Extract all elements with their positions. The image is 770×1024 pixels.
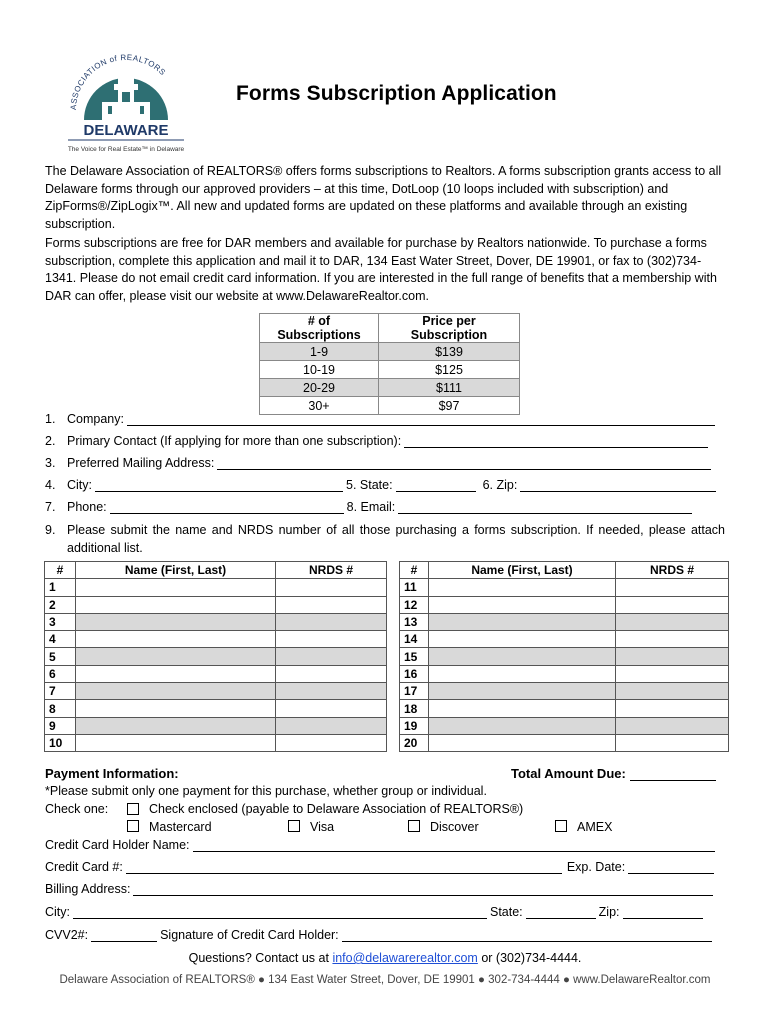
- nrds-cell[interactable]: [616, 648, 729, 665]
- row-number: 12: [400, 596, 429, 613]
- col-header-nrds: NRDS #: [276, 562, 387, 579]
- card-number-label: Credit Card #:: [45, 860, 123, 874]
- email-input[interactable]: [398, 500, 692, 514]
- primary-contact-field-row: [45, 434, 711, 448]
- mailing-address-label: Preferred Mailing Address:: [67, 456, 215, 470]
- billing-state-label: State:: [490, 905, 523, 919]
- state-label: 5. State:: [346, 478, 393, 492]
- col-header-name: Name (First, Last): [429, 562, 616, 579]
- primary-contact-label: Primary Contact (If applying for more than one subscription):: [67, 434, 402, 448]
- nrds-cell[interactable]: [616, 579, 729, 596]
- row-number: 18: [400, 700, 429, 717]
- row-number: 1: [45, 579, 76, 596]
- name-cell[interactable]: [76, 683, 276, 700]
- company-field-row: [45, 412, 718, 426]
- nrds-cell[interactable]: [616, 717, 729, 734]
- table-row: [45, 579, 729, 596]
- name-cell[interactable]: [429, 717, 616, 734]
- name-cell[interactable]: [76, 631, 276, 648]
- row-number: 16: [400, 665, 429, 682]
- payment-note: *Please submit only one payment for this purchase, whether group or individual.: [45, 784, 487, 798]
- nrds-instruction-text: Please submit the name and NRDS number of all those purchasing a forms subscription. If needed, please attach additional list.: [67, 523, 725, 555]
- city-input[interactable]: [95, 478, 343, 492]
- row-number: 6: [45, 665, 76, 682]
- check-enclosed-label: Check enclosed (payable to Delaware Association of REALTORS®): [149, 802, 524, 816]
- field-number: 2.: [45, 434, 56, 448]
- pricing-header-price: Price per Subscription: [379, 314, 520, 343]
- nrds-cell[interactable]: [276, 631, 387, 648]
- cvv-label: CVV2#:: [45, 928, 89, 942]
- pricing-cell: $125: [379, 361, 520, 379]
- mastercard-label: Mastercard: [149, 820, 212, 834]
- discover-label: Discover: [430, 820, 479, 834]
- nrds-cell[interactable]: [276, 579, 387, 596]
- check-one-label: Check one:: [45, 802, 109, 816]
- amex-label: AMEX: [577, 820, 613, 834]
- card-type-option: [555, 820, 612, 834]
- field-number: 4.: [45, 478, 56, 492]
- company-label: Company:: [67, 412, 124, 426]
- row-number: 19: [400, 717, 429, 734]
- pricing-cell: 30+: [260, 397, 379, 415]
- questions-line: [0, 951, 770, 965]
- subscriber-table: [44, 561, 729, 752]
- questions-prefix: Questions? Contact us at: [188, 951, 329, 965]
- table-row: [45, 717, 729, 734]
- visa-label: Visa: [310, 820, 335, 834]
- row-number: 20: [400, 734, 429, 751]
- row-number: 14: [400, 631, 429, 648]
- logo-arc-text: ASSOCIATION of REALTORS: [68, 52, 168, 111]
- card-number-input[interactable]: [126, 860, 562, 874]
- row-number: 13: [400, 613, 429, 630]
- nrds-cell[interactable]: [276, 596, 387, 613]
- billing-city-input[interactable]: [73, 905, 487, 919]
- total-amount-row: [511, 766, 719, 781]
- page-footer: Delaware Association of REALTORS® ● 134 East Water Street, Dover, DE 19901 ● 302-734-4444 ● www.DelawareRealtor.com: [59, 974, 711, 986]
- pricing-cell: $97: [379, 397, 520, 415]
- state-input[interactable]: [396, 478, 476, 492]
- billing-zip-input[interactable]: [623, 905, 703, 919]
- card-type-option: [288, 820, 334, 834]
- field-number: 7.: [45, 500, 56, 514]
- name-cell[interactable]: [76, 613, 276, 630]
- pricing-cell: 10-19: [260, 361, 379, 379]
- table-row: [45, 734, 729, 751]
- signature-input[interactable]: [342, 928, 712, 942]
- page-title: Forms Subscription Application: [236, 82, 557, 105]
- city-state-zip-row: [45, 478, 719, 492]
- nrds-cell[interactable]: [276, 700, 387, 717]
- table-row: [45, 596, 729, 613]
- mastercard-checkbox[interactable]: [127, 820, 139, 832]
- nrds-cell[interactable]: [276, 717, 387, 734]
- nrds-cell[interactable]: [276, 734, 387, 751]
- phone-label: Phone:: [67, 500, 107, 514]
- pricing-cell: 20-29: [260, 379, 379, 397]
- name-cell[interactable]: [429, 631, 616, 648]
- table-row: [45, 683, 729, 700]
- name-cell[interactable]: [429, 579, 616, 596]
- exp-date-input[interactable]: [628, 860, 714, 874]
- billing-address-input[interactable]: [133, 882, 713, 896]
- pricing-header-count: # of Subscriptions: [260, 314, 379, 343]
- row-number: 2: [45, 596, 76, 613]
- name-cell[interactable]: [429, 683, 616, 700]
- intro-paragraph-2: Forms subscriptions are free for DAR members and available for purchase by Realtors nationwide. To purchase a forms subscription, complete this application and mail it to DAR, 134 East Water Street, Dover, DE 19901, or fax to (302)734-1341. Please do not email credit card information. If you are interested in the full range of benefits that a membership with DAR can offer, please visit our website at www.DelawareRealtor.com.: [45, 236, 717, 303]
- field-number: 3.: [45, 456, 56, 470]
- card-type-option: [127, 820, 212, 834]
- field-number: 1.: [45, 412, 56, 426]
- nrds-cell[interactable]: [616, 631, 729, 648]
- phone-input[interactable]: [110, 500, 344, 514]
- col-header-num: #: [45, 562, 76, 579]
- card-holder-row: [45, 838, 718, 852]
- nrds-cell[interactable]: [276, 665, 387, 682]
- nrds-cell[interactable]: [616, 700, 729, 717]
- row-number: 7: [45, 683, 76, 700]
- table-row: [45, 631, 729, 648]
- signature-label: Signature of Credit Card Holder:: [160, 928, 339, 942]
- table-row: [45, 700, 729, 717]
- zip-label: 6. Zip:: [482, 478, 518, 492]
- field-number: 9.: [45, 523, 56, 537]
- name-cell[interactable]: [76, 734, 276, 751]
- logo-name: DELAWARE: [83, 122, 169, 139]
- nrds-cell[interactable]: [276, 683, 387, 700]
- name-cell[interactable]: [76, 579, 276, 596]
- row-number: 5: [45, 648, 76, 665]
- card-type-option: [408, 820, 479, 834]
- mailing-address-input[interactable]: [217, 456, 711, 470]
- total-amount-label: Total Amount Due:: [511, 766, 626, 781]
- name-cell[interactable]: [76, 700, 276, 717]
- billing-city-row: [45, 905, 706, 919]
- name-cell[interactable]: [429, 613, 616, 630]
- row-number: 3: [45, 613, 76, 630]
- billing-state-input[interactable]: [526, 905, 596, 919]
- email-label: 8. Email:: [346, 500, 396, 514]
- cvv-signature-row: [45, 928, 715, 942]
- col-header-name: Name (First, Last): [76, 562, 276, 579]
- billing-address-label: Billing Address:: [45, 882, 131, 896]
- cvv-input[interactable]: [91, 928, 157, 942]
- name-cell[interactable]: [429, 596, 616, 613]
- pricing-cell: 1-9: [260, 343, 379, 361]
- col-header-nrds: NRDS #: [616, 562, 729, 579]
- pricing-cell: $111: [379, 379, 520, 397]
- contact-email-link[interactable]: info@delawarerealtor.com: [332, 951, 478, 965]
- nrds-cell[interactable]: [616, 665, 729, 682]
- nrds-cell[interactable]: [276, 648, 387, 665]
- nrds-cell[interactable]: [616, 596, 729, 613]
- primary-contact-input[interactable]: [404, 434, 708, 448]
- row-number: 4: [45, 631, 76, 648]
- billing-zip-label: Zip:: [598, 905, 620, 919]
- name-cell[interactable]: [76, 648, 276, 665]
- row-number: 10: [45, 734, 76, 751]
- name-cell[interactable]: [429, 734, 616, 751]
- billing-address-row: [45, 882, 716, 896]
- total-amount-input[interactable]: [630, 767, 716, 781]
- card-number-row: [45, 860, 717, 874]
- name-cell[interactable]: [76, 665, 276, 682]
- name-cell[interactable]: [429, 700, 616, 717]
- nrds-cell[interactable]: [616, 613, 729, 630]
- company-input[interactable]: [127, 412, 715, 426]
- nrds-instruction: [45, 522, 725, 557]
- intro-paragraph-1: The Delaware Association of REALTORS® offers forms subscriptions to Realtors. A forms subscription grants access to all Delaware forms through our approved providers – at this time, DotLoop (10 loops included with subscription) and ZipForms®/ZipLogix™. All new and updated forms are updated on these platforms and available through an existing subscription.: [45, 164, 722, 231]
- delaware-realtors-logo: [62, 48, 190, 156]
- phone-email-row: [45, 500, 695, 514]
- amex-checkbox[interactable]: [555, 820, 567, 832]
- zip-input[interactable]: [520, 478, 716, 492]
- nrds-cell[interactable]: [276, 613, 387, 630]
- table-row: [45, 613, 729, 630]
- table-row: [45, 665, 729, 682]
- row-number: 8: [45, 700, 76, 717]
- name-cell[interactable]: [76, 717, 276, 734]
- row-number: 9: [45, 717, 76, 734]
- card-holder-input[interactable]: [193, 838, 715, 852]
- card-holder-label: Credit Card Holder Name:: [45, 838, 190, 852]
- table-row: [45, 648, 729, 665]
- name-cell[interactable]: [429, 648, 616, 665]
- col-header-num: #: [400, 562, 429, 579]
- nrds-cell[interactable]: [616, 683, 729, 700]
- pricing-cell: $139: [379, 343, 520, 361]
- row-number: 17: [400, 683, 429, 700]
- city-label: City:: [67, 478, 92, 492]
- row-number: 15: [400, 648, 429, 665]
- pricing-table: [259, 313, 520, 415]
- nrds-cell[interactable]: [616, 734, 729, 751]
- billing-city-label: City:: [45, 905, 70, 919]
- row-number: 11: [400, 579, 429, 596]
- questions-suffix: or (302)734-4444.: [481, 951, 582, 965]
- mailing-address-field-row: [45, 456, 714, 470]
- check-one-row: [45, 802, 523, 816]
- name-cell[interactable]: [429, 665, 616, 682]
- payment-heading: Payment Information:: [45, 766, 179, 781]
- check-enclosed-checkbox[interactable]: [127, 803, 139, 815]
- visa-checkbox[interactable]: [288, 820, 300, 832]
- logo-tagline: The Voice for Real Estate™ in Delaware: [67, 146, 185, 153]
- discover-checkbox[interactable]: [408, 820, 420, 832]
- exp-date-label: Exp. Date:: [566, 860, 626, 874]
- name-cell[interactable]: [76, 596, 276, 613]
